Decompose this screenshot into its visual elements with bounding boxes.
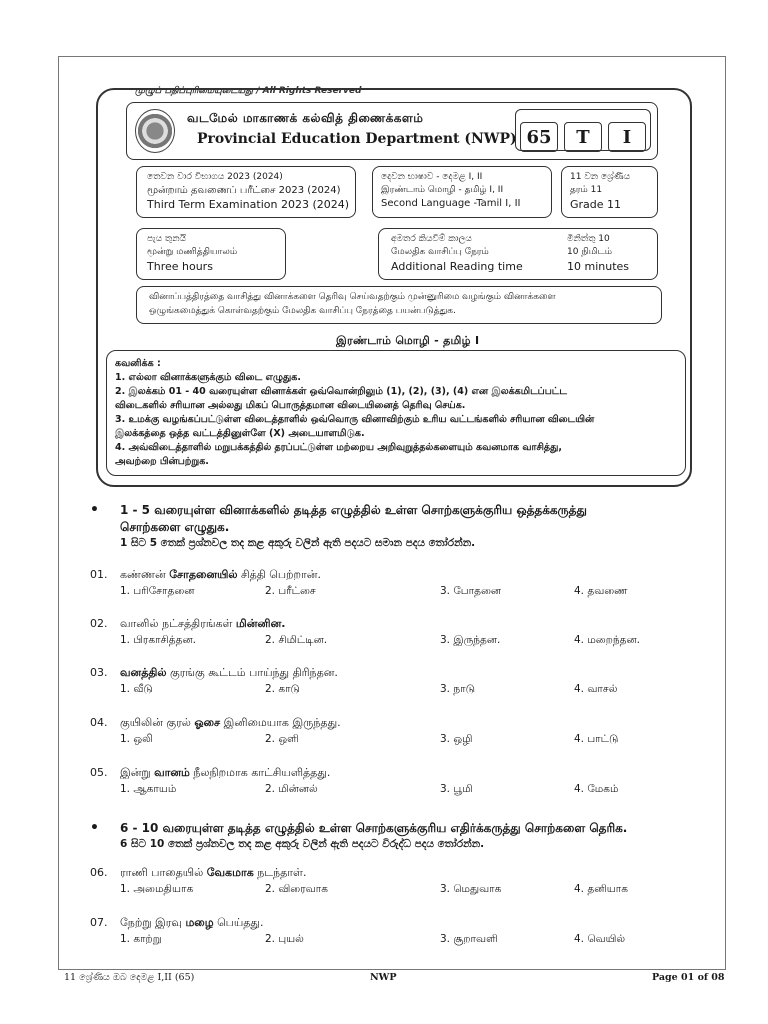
question-stem [120,666,338,681]
paper-code-group [515,109,651,151]
section1-instruction [120,502,710,536]
question-text: குரங்கு கூட்டம் பாய்ந்து திரிந்தன. [166,666,338,679]
reading-note-line2: ஒழுங்கமைத்துக் கொள்வதற்கும் மேலதிக வாசிப்பு நேரத்தை பயன்படுத்துக. [149,306,456,316]
grade-tamil: தரம் 11 [570,185,603,195]
question-text: பெய்தது. [213,916,264,929]
answer-option: 3. இருந்தன. [440,634,501,646]
exam-sinhala: තෙවන වාර විභාගය 2023 (2024) [147,172,283,182]
question-text: வானில் நட்சத்திரங்கள் [120,617,236,630]
grade-sinhala: 11 වන ශ්‍රේණිය [570,172,631,182]
subject-box [372,166,552,218]
footer-left: 11 ශ්‍රේණිය ඔබ දෙමළ I,II (65) [64,972,195,983]
answer-option: 4. மறைந்தன. [574,634,640,646]
question-stem [120,916,263,931]
question-number: 07. [90,916,108,929]
answer-option: 4. தனியாக [574,883,628,895]
reading-time-box [378,228,658,280]
reading-note-box [136,286,662,324]
exam-name-box [136,166,356,218]
section1-sinhala: 1 සිට 5 තෙක් ප්‍රශ්නවල තද කළ අකුරු වලින් ඇති පදයට සමාන පදය තෝරන්න. [120,537,476,549]
question-stem [120,617,285,632]
instruction-line: 3. உமக்கு வழங்கப்பட்டுள்ள விடைத்தாளில் ஒவ்வொரு வினாவிற்கும் உரிய வட்டங்களில் சரியான விடையின் [115,414,595,425]
answer-option: 2. பரீட்சை [265,585,316,597]
paper-code-number: 65 [520,122,558,152]
emblem-icon [135,109,175,153]
answer-option: 1. பிரகாசித்தன. [120,634,196,646]
reading-label-tamil: மேலதிக வாசிப்பு நேரம் [391,247,489,257]
answer-option: 1. காற்று [120,933,162,945]
exam-english: Third Term Examination 2023 (2024) [147,198,350,211]
answer-option: 3. சூறாவளி [440,933,498,945]
section2-bullet: • [90,820,99,836]
question-text: இனிமையாக இருந்தது. [220,716,341,729]
instructions-box [106,350,686,476]
duration-sinhala: පැය තුනයි [147,234,187,244]
answer-option: 2. சிமிட்டின. [265,634,328,646]
answer-option: 1. ஒலி [120,733,153,745]
answer-option: 3. போதனை [440,585,502,597]
grade-box [561,166,658,218]
paper-code-language: T [564,122,602,152]
answer-option: 2. காடு [265,683,300,695]
answer-option: 4. வெயில் [574,933,626,945]
instruction-line: 1. எல்லா வினாக்களுக்கும் விடை எழுதுக. [115,372,301,383]
instruction-line: இலக்கத்தை ஒத்த வட்டத்தினுள்ளே (X) அடையாளமிடுக. [115,428,365,439]
question-text: நடந்தாள். [253,866,307,879]
question-number: 04. [90,716,108,729]
question-number: 02. [90,617,108,630]
question-stem [120,568,321,583]
question-text: நேற்று இரவு [120,916,186,929]
department-name-tamil: வடமேல் மாகாணக் கல்வித் திணைக்களம் [187,111,424,125]
reading-value-tamil: 10 நிமிடம் [567,247,613,257]
reading-value-sinhala: මිනිත්තු 10 [567,234,610,244]
question-keyword: வானம் [154,766,190,779]
question-number: 05. [90,766,108,779]
section1-bullet: • [90,502,99,518]
answer-option: 4. மேகம் [574,783,619,795]
question-text: சித்தி பெற்றான். [237,568,321,581]
question-keyword: மழை [185,916,214,929]
answer-option: 3. நாடு [440,683,475,695]
subject-sinhala: දෙවන භාෂාව - දෙමළ I, II [381,172,483,182]
reading-label-sinhala: අමතර කියවීම් කාලය [391,234,472,244]
answer-option: 2. மின்னல் [265,783,318,795]
section2-sinhala: 6 සිට 10 තෙක් ප්‍රශ්නවල තද කළ අකුරු වලින් ඇති පදයට විරුද්ධ පදය තෝරන්න. [120,838,485,850]
instruction-line: விடைகளில் சரியான அல்லது மிகப் பொருத்தமான விடையினைத் தெரிவு செய்க. [115,400,466,411]
answer-option: 3. மெதுவாக [440,883,502,895]
rights-notice: முழுப் பதிப்புரிமையுடையது / All Rights Reserved [135,86,362,96]
question-keyword: வேகமாக [206,866,254,879]
paper-title: இரண்டாம் மொழி - தமிழ் I [336,334,480,347]
instructions-heading: கவனிக்க : [115,358,161,369]
duration-box [136,228,286,280]
question-keyword: சோதனையில் [169,568,238,581]
answer-option: 3. பூமி [440,783,473,795]
question-text: குயிலின் குரல் [120,716,195,729]
answer-option: 3. ஒழி [440,733,473,745]
answer-option: 4. வாசல் [574,683,618,695]
grade-english: Grade 11 [570,198,622,211]
question-number: 03. [90,666,108,679]
department-name-english: Provincial Education Department (NWP) [197,131,517,147]
section1-line1: 1 - 5 வரையுள்ள வினாக்களில் தடித்த எழுத்தில் உள்ள சொற்களுக்குரிய ஒத்தக்கருத்து [120,503,587,517]
answer-option: 4. பாட்டு [574,733,619,745]
answer-option: 4. தவணை [574,585,628,597]
footer-page-number: Page 01 of 08 [652,972,725,983]
subject-tamil: இரண்டாம் மொழி - தமிழ் I, II [381,185,504,195]
question-text: இன்று [120,766,155,779]
answer-option: 2. விரைவாக [265,883,328,895]
subject-english: Second Language -Tamil I, II [381,198,521,209]
answer-option: 1. வீடு [120,683,153,695]
question-stem [120,766,330,781]
question-keyword: வனத்தில் [120,666,167,679]
reading-note-line1: வினாப்பத்திரத்தை வாசித்து வினாக்களை தெரிவு செய்வதற்கும் முன்னுரிமை வழங்கும் வினாக்களை [149,292,556,302]
question-text: ராணி பாதையில் [120,866,207,879]
department-header [126,102,658,160]
question-keyword: ஓசை [194,716,221,729]
reading-value-english: 10 minutes [567,260,630,273]
section2-instruction: 6 - 10 வரையுள்ள தடித்த எழுத்தில் உள்ள சொற்களுக்குரிய எதிர்க்கருத்து சொற்களை தெரிக. [120,821,628,835]
paper-code-part: I [608,122,646,152]
footer-center: NWP [370,972,397,983]
duration-tamil: மூன்று மணித்தியாலம் [147,247,238,257]
duration-english: Three hours [147,260,213,273]
question-keyword: மின்னின. [235,617,286,630]
answer-option: 1. அமைதியாக [120,883,194,895]
answer-option: 2. புயல் [265,933,304,945]
question-stem [120,716,341,731]
section1-line2: சொற்களை எழுதுக. [120,520,230,534]
question-text: நீலநிறமாக காட்சியளித்தது. [189,766,331,779]
answer-option: 1. பரிசோதனை [120,585,195,597]
instruction-line: அவற்றை பின்பற்றுக. [115,456,209,467]
reading-label-english: Additional Reading time [391,260,523,273]
instruction-line: 2. இலக்கம் 01 - 40 வரையுள்ள வினாக்கள் ஒவ்வொன்றிலும் (1), (2), (3), (4) என இலக்கமிடப்பட்ட [115,386,567,397]
question-number: 01. [90,568,108,581]
question-text: கண்ணன் [120,568,170,581]
exam-tamil: மூன்றாம் தவணைப் பரீட்சை 2023 (2024) [147,185,341,196]
answer-option: 1. ஆகாயம் [120,783,177,795]
question-stem [120,866,306,881]
answer-option: 2. ஒளி [265,733,299,745]
instruction-line: 4. அவ்விடைத்தாளில் மறுபக்கத்தில் தரப்பட்டுள்ள மற்றைய அறிவுறுத்தல்களையும் கவனமாக வாசித்து, [115,442,562,453]
question-number: 06. [90,866,108,879]
